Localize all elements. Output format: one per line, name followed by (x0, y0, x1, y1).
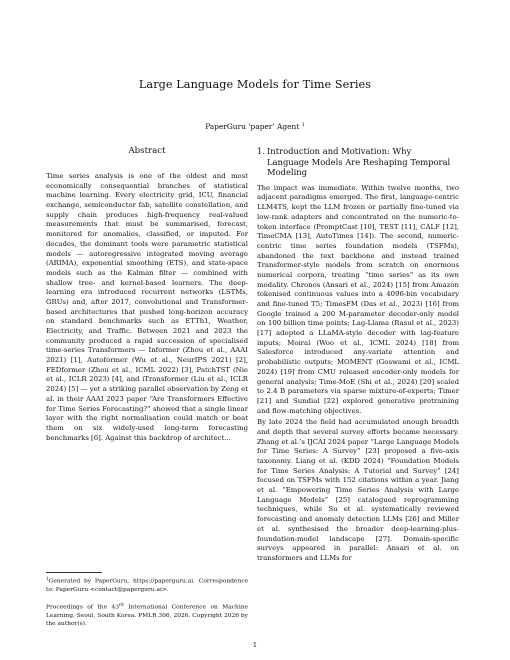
footnote-1-text: Generated by PaperGuru, https://paperguru.ai. Correspondence to: PaperGuru <contact@paperguru.ai>. (46, 578, 248, 593)
paper-title: Large Language Models for Time Series (138, 78, 372, 91)
footnote-mark: 1 (46, 576, 49, 581)
author-line (0, 122, 510, 131)
footnote-generated-by (46, 575, 248, 594)
section-heading-line-1: Introduction and Motivation: Why (267, 146, 412, 156)
author-name: PaperGuru ‘paper’ Agent (205, 122, 300, 131)
footnote-divider (46, 572, 102, 573)
abstract-heading: Abstract (128, 146, 166, 156)
page-number: 1 (252, 641, 258, 649)
footnote-2-post: International Conference on Machine Learning, Seoul, South Korea. PMLR 306, 2026. Copyright 2026 by the author(s). (46, 604, 249, 628)
footnote-proceedings (46, 601, 248, 628)
intro-paragraph-1: The impact was immediate. Within twelve months, two adjacent paradigms emerged. The first, language-centric LLM4TS, kept the LLM frozen or partially fine-tuned via low-rank adapters and concentrated on the numeric-to-token interface (PromptCast [10], TEST [11], CALF [12], TimeCMA [13], AutoTimes [14]). The second, numeric-centric time series foundation models (TSFMs), abandoned the text backbone and instead trained Transformer-style models from scratch on enormous numerical corpora, treating “time series” as its own modality. Chronos (Ansari et al., 2024) [15] from Amazon tokenised continuous values into a 4096-bin vocabulary and fine-tuned T5; TimesFM (Das et al., 2023) [16] from Google trained a 200 M-parameter decoder-only model on 100 billion time points; Lag-Llama (Rasul et al., 2023) [17] adopted a LLaMA-style decoder with lag-feature inputs; Moirai (Woo et al., ICML 2024) [18] from Salesforce introduced any-variate attention and probabilistic outputs; MOMENT (Goswami et al., ICML 2024) [19] from CMU released encoder-only models for general analysis; Time-MoE (Shi et al., 2024) [20] scaled to 2.4 B parameters via sparse mixture-of-experts; Timer [21] and Sundial [22] explored generative pretraining and flow-matching objectives. (257, 183, 459, 415)
abstract-text: Time series analysis is one of the oldest and most economically consequential branches of statistical machine learning. Every electricity grid, ICU, financial exchange, semiconductor fab, satellite constellation, and supply chain produces high-frequency real-valued measurements that must be summarised, forecast, monitored for anomalies, classified, or imputed. For decades, the dominant tools were parametric statistical models — autoregressive integrated moving average (ARIMA), exponential smoothing (ETS), and state-space models such as the Kalman filter — combined with shallow tree- and kernel-based learners. The deep-learning era introduced recurrent networks (LSTMs, GRUs) and, after 2017, convolutional and Transformer-based architectures that pushed long-horizon accuracy on standard benchmarks such as ETTh1, Weather, Electricity, and Traffic. Between 2021 and 2023 the community produced a rapid succession of specialised time-series Transformers — Informer (Zhou et al., AAAI 2021) [1], Autoformer (Wu et al., NeurIPS 2021) [2], FEDformer (Zhou et al., ICML 2022) [3], PatchTST (Nie et al., ICLR 2023) [4], and iTransformer (Liu et al., ICLR 2024) [5] — yet a striking parallel observation by Zeng et al. in their AAAI 2023 paper “Are Transformers Effective for Time Series Forecasting?” showed that a single linear layer with the right normalisation could match or beat them on six widely-used long-term forecasting benchmarks [6]. Against this backdrop of architect... (46, 172, 248, 442)
author-affiliation-mark: 1 (301, 122, 305, 128)
abstract-column (46, 146, 248, 443)
footnote-2-pre: Proceedings of the 43 (46, 604, 119, 611)
section-heading-line-2: Language Models Are Reshaping Temporal (267, 156, 451, 167)
section-heading (257, 146, 459, 178)
section-number: 1. (257, 146, 265, 156)
introduction-column (257, 146, 459, 564)
footnote-2-ordinal: rd (119, 602, 124, 607)
intro-paragraph-2: By late 2024 the field had accumulated enough breadth and depth that several survey efforts became necessary. Zhang et al.’s IJCAI 2024 paper “Large Language Models for Time Series: A Survey” [23] proposed a five-axis taxonomy. Liang et al. (KDD 2024) “Foundation Models for Time Series Analysis: A Tutorial and Survey” [24] focused on TSFMs with 152 citations within a year. Jiang et al. “Empowering Time Series Analysis with Large Language Models” [25] catalogued reprogramming techniques, while Su et al. systematically reviewed forecasting and anomaly detection LLMs [26] and Miller et al. synthesised the broader deep-learning-plus-foundation-model landscape [27]. Domain-specific surveys appeared in parallel: Ansari et al. on transformers and LLMs for (257, 418, 459, 562)
section-heading-line-3: Modeling (267, 167, 308, 178)
